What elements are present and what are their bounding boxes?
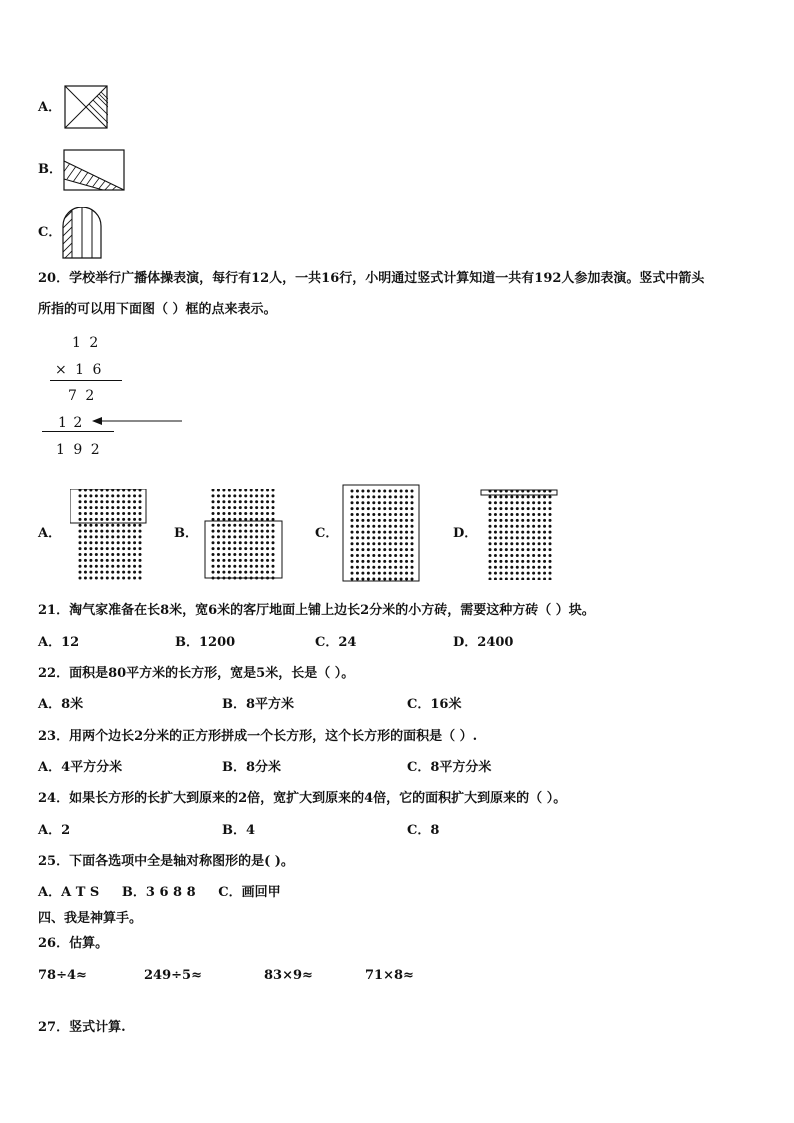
q20-figure-c bbox=[342, 484, 422, 584]
section-4-title: 四、我是神算手。 bbox=[38, 911, 143, 926]
dot-grid bbox=[351, 490, 414, 581]
q20-option-c-label: C． bbox=[315, 526, 339, 541]
q20-option-d-label: D． bbox=[453, 526, 478, 541]
dot-grid bbox=[212, 489, 275, 580]
q25-stem: 25．下面各选项中全是轴对称图形的是( )。 bbox=[38, 854, 294, 869]
q26-stem: 26．估算。 bbox=[38, 936, 109, 951]
dot-grid bbox=[79, 489, 142, 580]
q22-option-c: C．16米 bbox=[407, 697, 462, 712]
q26-item-1: 78÷4≈ bbox=[38, 968, 87, 983]
q19-figure-b bbox=[63, 149, 126, 192]
q21-option-b: B．1200 bbox=[175, 635, 236, 650]
q21-stem: 21．淘气家准备在长8米，宽6米的客厅地面上铺上边长2分米的小方砖，需要这种方砖（ ）块。 bbox=[38, 603, 595, 618]
q23-option-c: C．8平方分米 bbox=[407, 760, 492, 775]
calc-row-partial-2: 1 2 bbox=[58, 415, 84, 431]
q24-option-b: B．4 bbox=[222, 823, 256, 838]
q22-option-a: A．8米 bbox=[38, 697, 84, 712]
q26-item-3: 83×9≈ bbox=[264, 968, 313, 983]
q19-figure-c bbox=[62, 207, 102, 259]
q24-option-c: C．8 bbox=[407, 823, 440, 838]
q20-figure-b bbox=[204, 489, 284, 580]
q20-figure-d bbox=[480, 489, 560, 580]
q20-figure-a bbox=[70, 489, 148, 580]
q24-stem: 24．如果长方形的长扩大到原来的2倍，宽扩大到原来的4倍，它的面积扩大到原来的（ ）。 bbox=[38, 791, 567, 806]
q21-option-d: D．2400 bbox=[453, 635, 514, 650]
q23-stem: 23．用两个边长2分米的正方形拼成一个长方形，这个长方形的面积是（ ）. bbox=[38, 729, 478, 744]
calc-arrow bbox=[92, 414, 184, 428]
q21-option-a: A．12 bbox=[38, 635, 80, 650]
calc-rule-1 bbox=[50, 380, 122, 381]
q24-option-a: A．2 bbox=[38, 823, 71, 838]
calc-row-partial-1: 7 2 bbox=[68, 388, 97, 404]
q25-options: A．A T S B．3 6 8 8 C．画回甲 bbox=[38, 885, 281, 900]
q19-option-a-label: A． bbox=[38, 100, 62, 115]
q22-option-b: B．8平方米 bbox=[222, 697, 295, 712]
q20-stem-line1: 20．学校举行广播体操表演，每行有12人，一共16行，小明通过竖式计算知道一共有192人参加表演。竖式中箭头 bbox=[38, 271, 705, 286]
q23-option-b: B．8分米 bbox=[222, 760, 282, 775]
q23-option-a: A．4平方分米 bbox=[38, 760, 123, 775]
q26-item-4: 71×8≈ bbox=[365, 968, 414, 983]
calc-row-product: 1 9 2 bbox=[56, 442, 102, 458]
q22-stem: 22．面积是80平方米的长方形，宽是5米，长是（ ）。 bbox=[38, 666, 355, 681]
q21-option-c: C．24 bbox=[315, 635, 357, 650]
q20-option-b-label: B． bbox=[174, 526, 198, 541]
q20-option-a-label: A． bbox=[38, 526, 62, 541]
q26-item-2: 249÷5≈ bbox=[144, 968, 202, 983]
q19-option-b-label: B． bbox=[38, 162, 62, 177]
q19-figure-a bbox=[64, 85, 109, 130]
calc-rule-2 bbox=[42, 431, 114, 432]
q20-stem-line2: 所指的可以用下面图（ ）框的点来表示。 bbox=[38, 302, 277, 317]
selection-box bbox=[205, 521, 282, 578]
q19-option-c-label: C． bbox=[38, 225, 62, 240]
q27-stem: 27．竖式计算. bbox=[38, 1020, 126, 1035]
calc-row-multiplier: × 1 6 bbox=[55, 362, 104, 378]
calc-row-multiplicand: 1 2 bbox=[72, 335, 101, 351]
dot-grid bbox=[489, 490, 552, 581]
